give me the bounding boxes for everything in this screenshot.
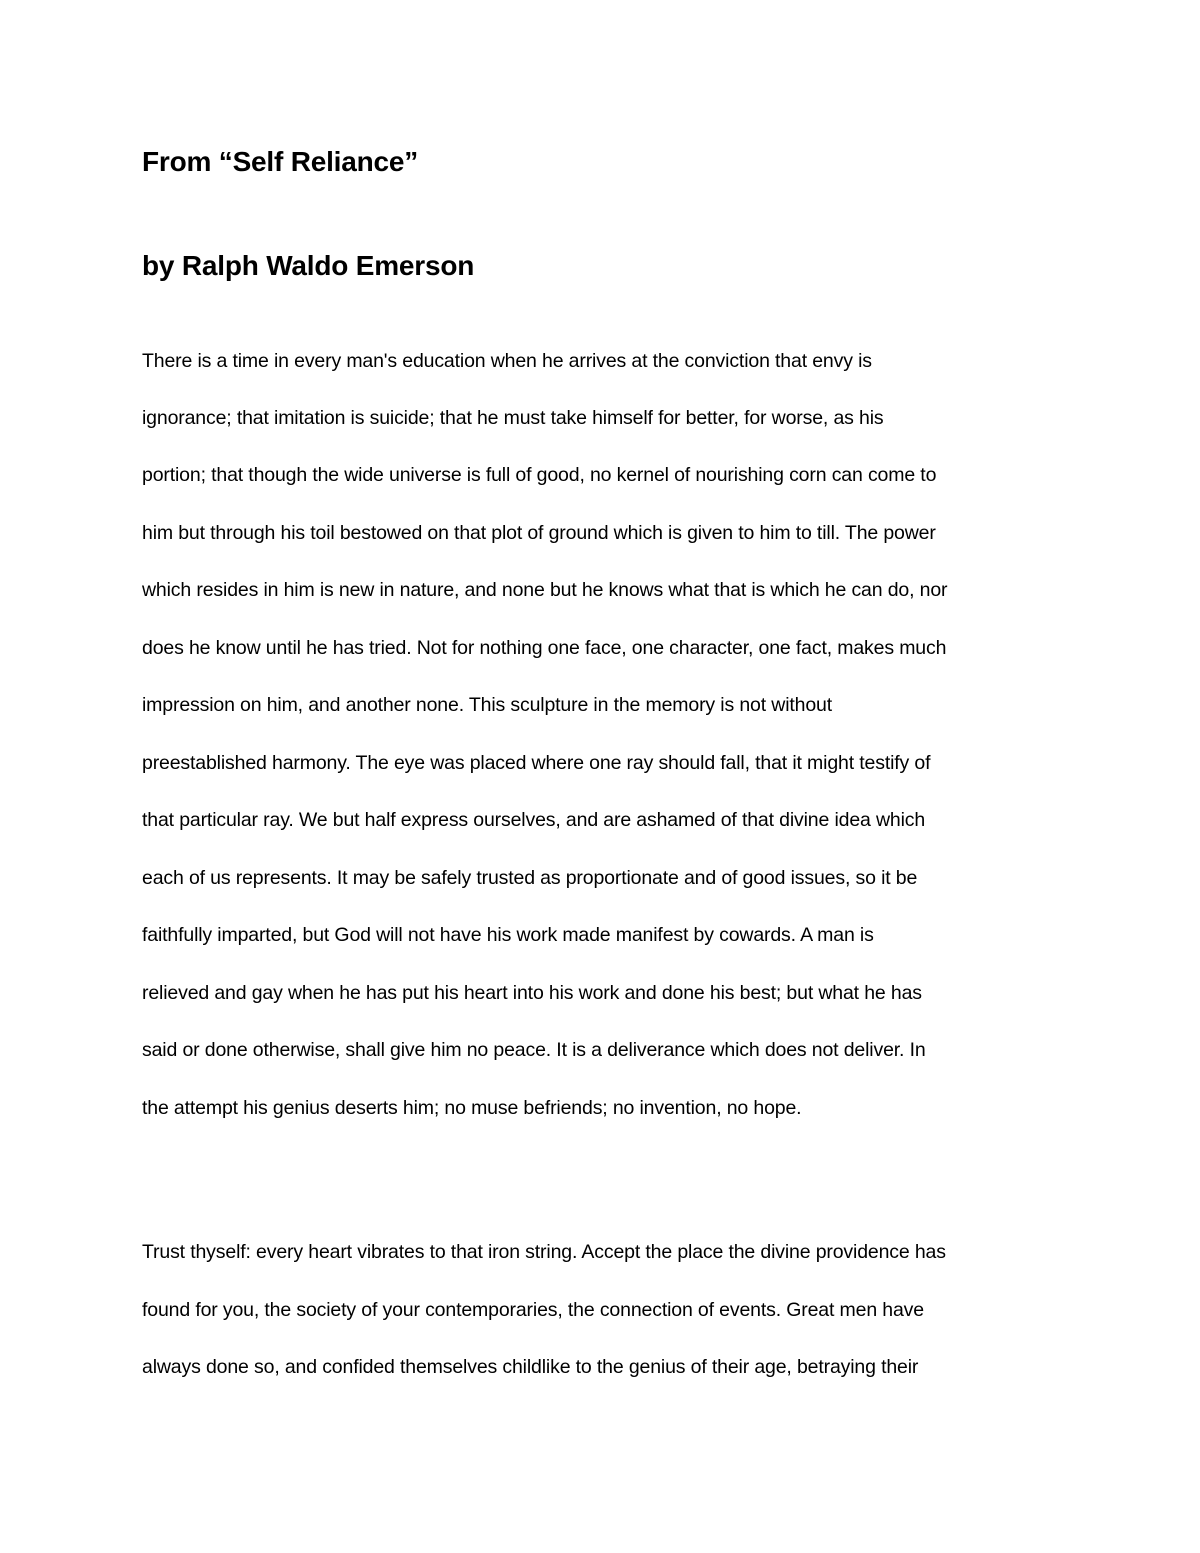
paragraph-1-line: impression on him, and another none. This sculpture in the memory is not without <box>142 694 833 716</box>
paragraph-2-line: always done so, and confided themselves childlike to the genius of their age, betraying their <box>142 1356 919 1378</box>
document-title: From “Self Reliance” <box>142 146 419 177</box>
paragraph-1-line: which resides in him is new in nature, and none but he knows what that is which he can do, nor <box>142 579 948 601</box>
paragraph-1-line: that particular ray. We but half express ourselves, and are ashamed of that divine idea which <box>142 809 926 831</box>
author-line: by Ralph Waldo Emerson <box>142 250 475 281</box>
paragraph-1-line: There is a time in every man's education when he arrives at the conviction that envy is <box>142 350 872 372</box>
paragraph-1-line: ignorance; that imitation is suicide; that he must take himself for better, for worse, as his <box>142 407 884 429</box>
paragraph-1-line: does he know until he has tried. Not for nothing one face, one character, one fact, makes much <box>142 637 947 659</box>
paragraph-2-line: Trust thyself: every heart vibrates to that iron string. Accept the place the divine providence has <box>142 1241 946 1263</box>
paragraph-1-line: preestablished harmony. The eye was placed where one ray should fall, that it might testify of <box>142 752 931 774</box>
paragraph-2-line: found for you, the society of your contemporaries, the connection of events. Great men have <box>142 1299 924 1321</box>
paragraph-1-line: portion; that though the wide universe is full of good, no kernel of nourishing corn can come to <box>142 464 937 486</box>
paragraph-1-line: said or done otherwise, shall give him no peace. It is a deliverance which does not deliver. In <box>142 1039 926 1061</box>
paragraph-1-line: him but through his toil bestowed on that plot of ground which is given to him to till. The power <box>142 522 936 544</box>
paragraph-1-line: each of us represents. It may be safely trusted as proportionate and of good issues, so it be <box>142 867 918 889</box>
paragraph-1-line: the attempt his genius deserts him; no muse befriends; no invention, no hope. <box>142 1097 802 1119</box>
paragraph-1-line: relieved and gay when he has put his heart into his work and done his best; but what he has <box>142 982 922 1004</box>
paragraph-1-line: faithfully imparted, but God will not have his work made manifest by cowards. A man is <box>142 924 874 946</box>
